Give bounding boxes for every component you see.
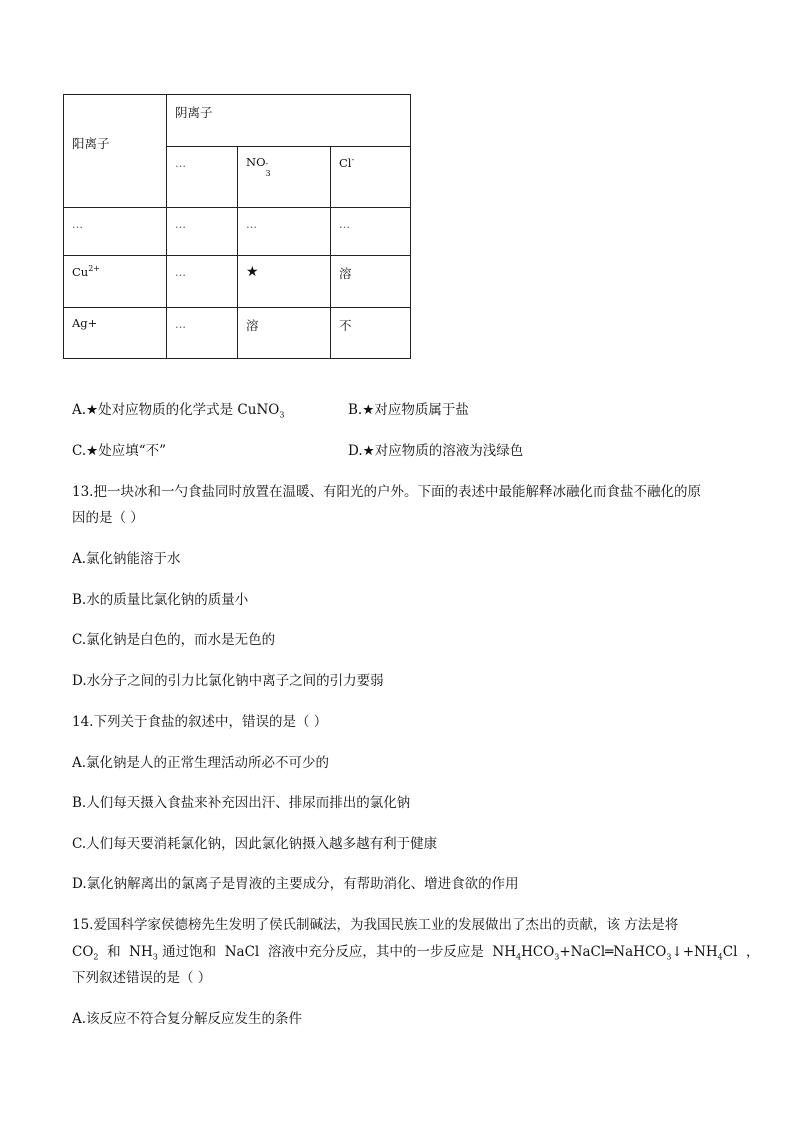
q13-option-b: B.水的质量比氯化钠的质量小 <box>72 592 249 608</box>
anion-col-chloride: Cl- <box>331 147 411 208</box>
q15-stem-line2: $CO_2$ 和 $NH_3$ 通过饱和 NaCl 溶液中充分反应，其中的一步反应是 $NH_4HCO_3+NaCl═NaHCO_3↓+NH_4Cl$ ， <box>72 944 760 962</box>
q14-option-a: A.氯化钠是人的正常生理活动所必不可少的 <box>72 755 330 771</box>
table-cell: … <box>167 308 238 359</box>
q15-option-a: A.该反应不符合复分解反应发生的条件 <box>72 1011 303 1027</box>
table-cell: 不 <box>331 308 411 359</box>
table-cell: … <box>331 208 411 256</box>
q12-option-d: D.★对应物质的溶液为浅绿色 <box>348 443 524 459</box>
row-copper-cation: $Cu^{2+}$ <box>64 256 167 308</box>
table-cell: 溶 <box>238 308 331 359</box>
q13-stem-line1: 13.把一块冰和一勺食盐同时放置在温暖、有阳光的户外。下面的表述中最能解释冰融化而食盐不融化的原 <box>72 484 701 500</box>
q14-option-b: B.人们每天摄入食盐来补充因出汗、排尿而排出的氯化钠 <box>72 795 411 811</box>
q12-option-c: C.★处应填“不” <box>72 443 167 459</box>
header-cation: 阳离子 <box>64 95 167 208</box>
table-cell: … <box>167 256 238 308</box>
anion-col-nitrate: NO - 3 <box>238 147 331 208</box>
row-ellipsis-cation: … <box>64 208 167 256</box>
q13-option-d: D.水分子之间的引力比氯化钠中离子之间的引力要弱 <box>72 673 384 689</box>
q14-stem: 14.下列关于食盐的叙述中，错误的是（ ） <box>72 714 328 730</box>
table-cell: … <box>238 208 331 256</box>
q12-option-a: A.★处对应物质的化学式是 CuNO$_3$ <box>72 402 285 420</box>
q14-option-c: C.人们每天要消耗氯化钠，因此氯化钠摄入越多越有利于健康 <box>72 836 438 852</box>
row-silver-cation: Ag+ <box>64 308 167 359</box>
star-cell: ★ <box>238 256 331 308</box>
q15-stem-line1: 15.爱国科学家侯德榜先生发明了侯氏制碱法，为我国民族工业的发展做出了杰出的贡献，该 方法是将 <box>72 917 679 933</box>
q15-stem-line3: 下列叙述错误的是（ ） <box>72 970 212 986</box>
table-cell: 溶 <box>331 256 411 308</box>
q12-option-b: B.★对应物质属于盐 <box>348 402 469 418</box>
table-cell: … <box>167 208 238 256</box>
q13-option-c: C.氯化钠是白色的，而水是无色的 <box>72 632 276 648</box>
q13-option-a: A.氯化钠能溶于水 <box>72 551 181 567</box>
anion-col-ellipsis: … <box>167 147 238 208</box>
q13-stem-line2: 因的是（ ） <box>72 510 144 526</box>
solubility-table <box>63 94 411 359</box>
q14-option-d: D.氯化钠解离出的氯离子是胃液的主要成分，有帮助消化、增进食欲的作用 <box>72 876 519 892</box>
header-anion: 阴离子 <box>167 95 411 147</box>
